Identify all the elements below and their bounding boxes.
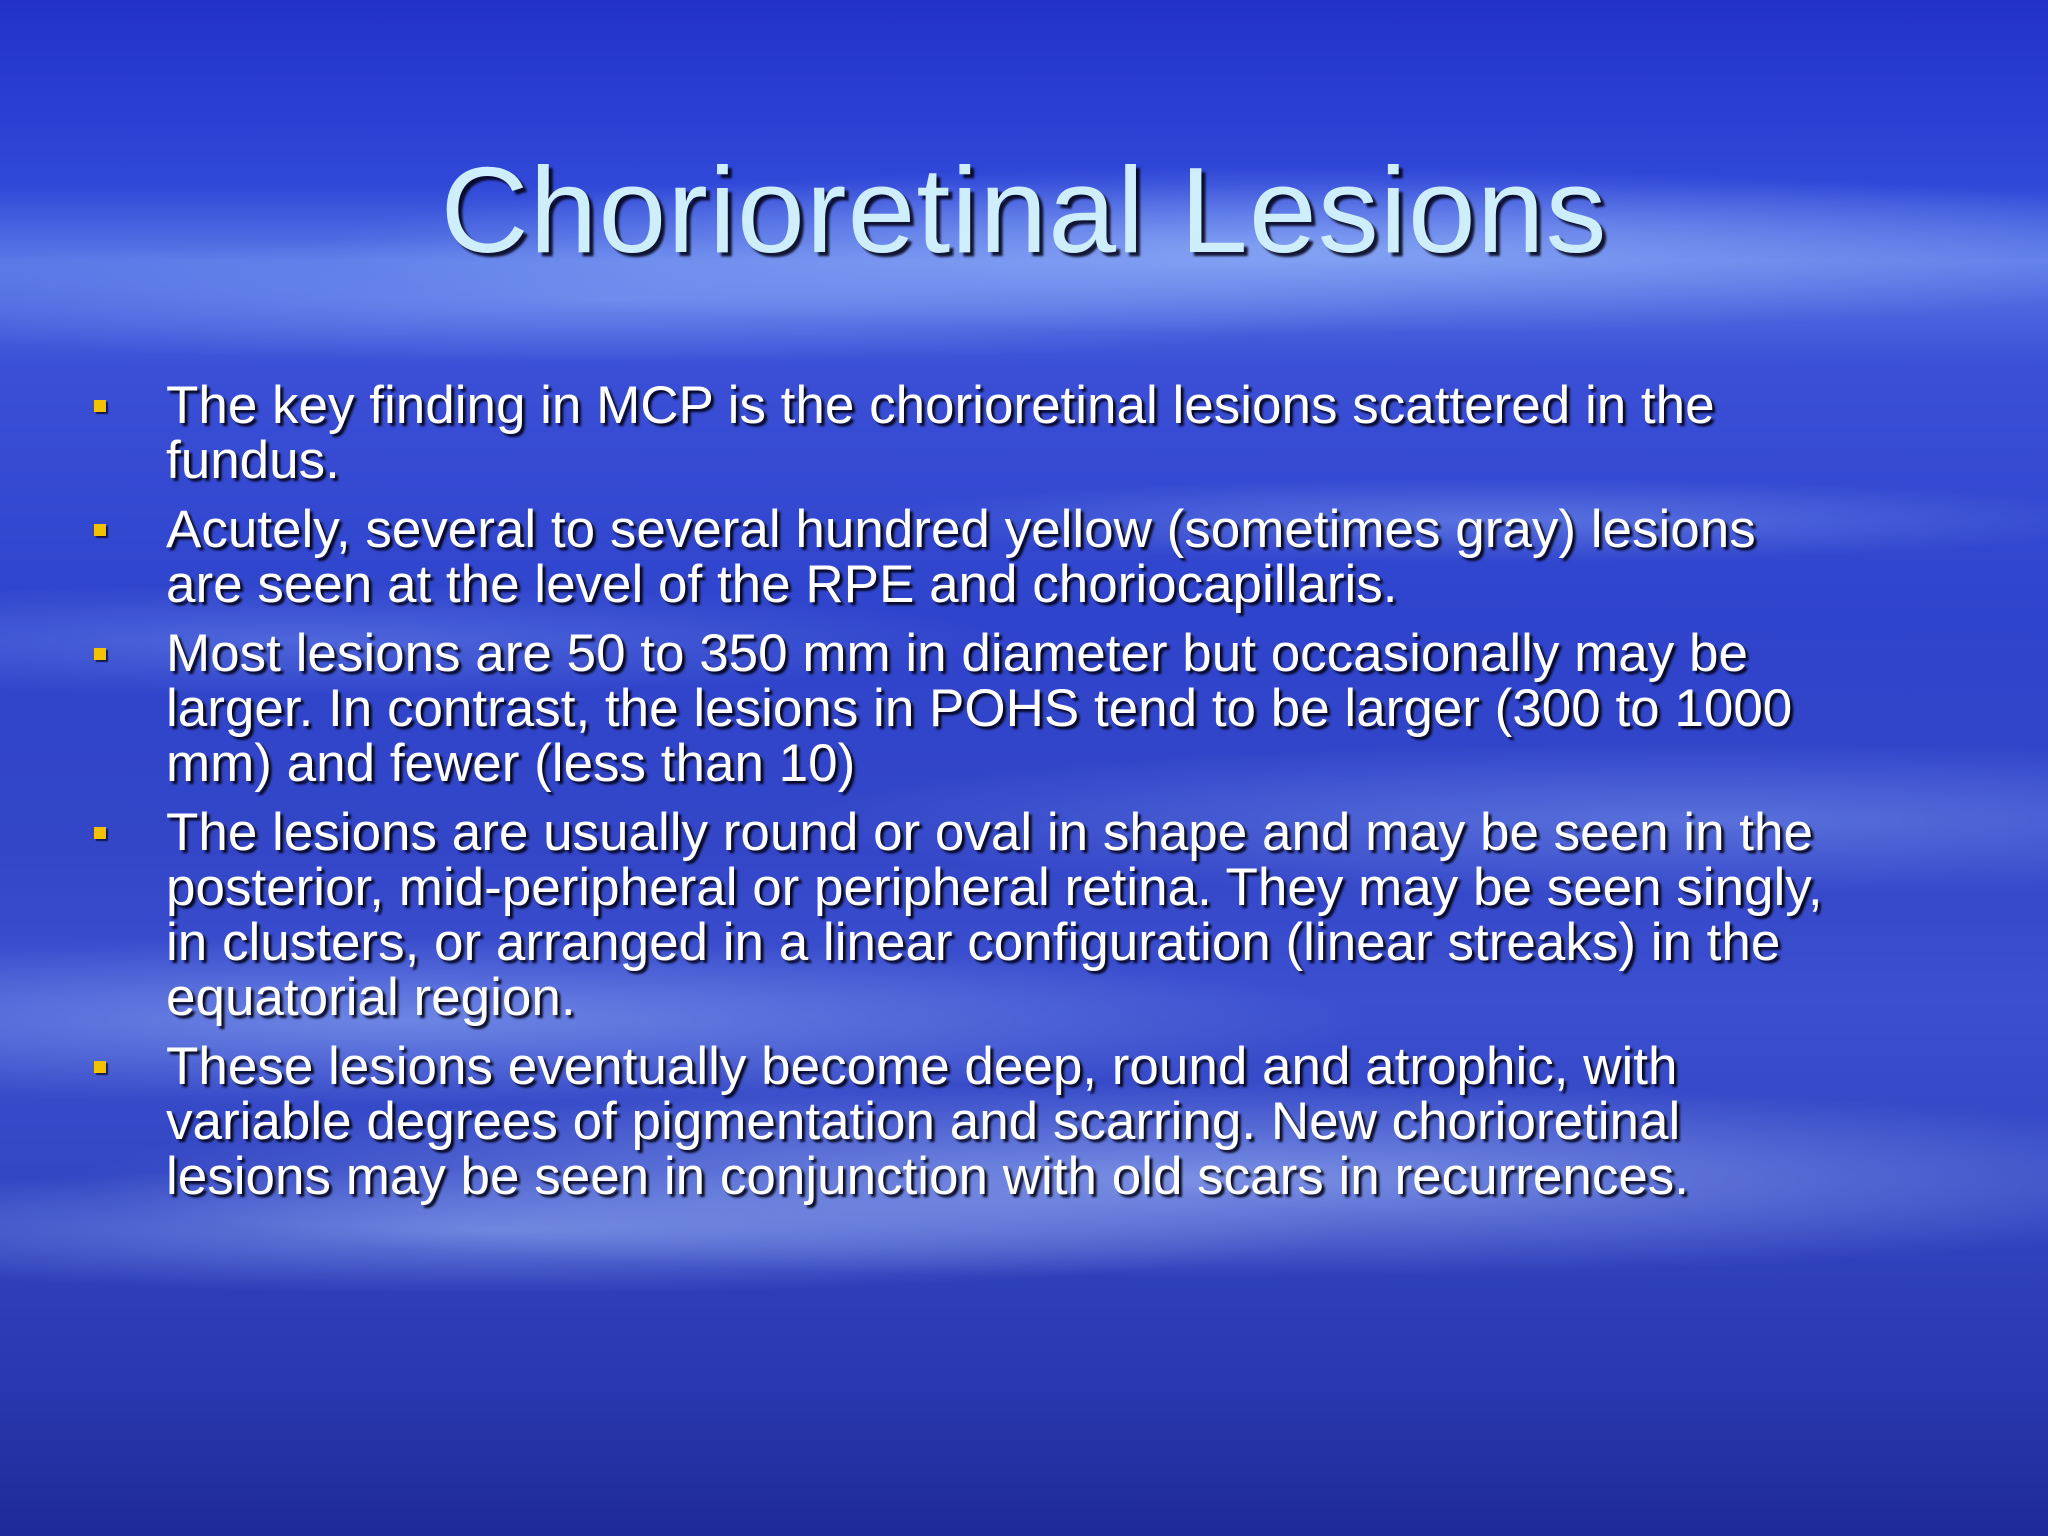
bullet-item [90, 502, 1990, 612]
bullet-line: fundus. [166, 431, 340, 490]
bullet-line: variable degrees of pigmentation and scarring. New chorioretinal [166, 1092, 1681, 1151]
square-bullet-icon [94, 827, 106, 839]
bullet-line: are seen at the level of the RPE and choriocapillaris. [166, 555, 1398, 614]
slide-title: Chorioretinal Lesions [440, 142, 1608, 278]
bullet-item [90, 805, 1990, 1025]
bullet-item [90, 1039, 1990, 1204]
bullet-line: The key finding in MCP is the chorioretinal lesions scattered in the [166, 376, 1715, 435]
bullet-line: posterior, mid-peripheral or peripheral retina. They may be seen singly, [166, 858, 1823, 917]
bullet-line: equatorial region. [166, 968, 576, 1027]
square-bullet-icon [94, 524, 106, 536]
bullet-line: These lesions eventually become deep, round and atrophic, with [166, 1037, 1678, 1096]
bullet-item [90, 378, 1990, 488]
bullet-line: The lesions are usually round or oval in shape and may be seen in the [166, 803, 1813, 862]
square-bullet-icon [94, 1061, 106, 1073]
bullet-line: Most lesions are 50 to 350 mm in diameter but occasionally may be [166, 624, 1748, 683]
square-bullet-icon [94, 400, 106, 412]
bullet-item [90, 626, 1990, 791]
bullet-line: Acutely, several to several hundred yellow (sometimes gray) lesions [166, 500, 1756, 559]
bullet-line: lesions may be seen in conjunction with old scars in recurrences. [166, 1147, 1690, 1206]
bullet-line: mm) and fewer (less than 10) [166, 734, 856, 793]
bullet-line: larger. In contrast, the lesions in POHS tend to be larger (300 to 1000 [166, 679, 1793, 738]
bullet-list [90, 378, 1990, 1218]
square-bullet-icon [94, 648, 106, 660]
bullet-line: in clusters, or arranged in a linear configuration (linear streaks) in the [166, 913, 1781, 972]
